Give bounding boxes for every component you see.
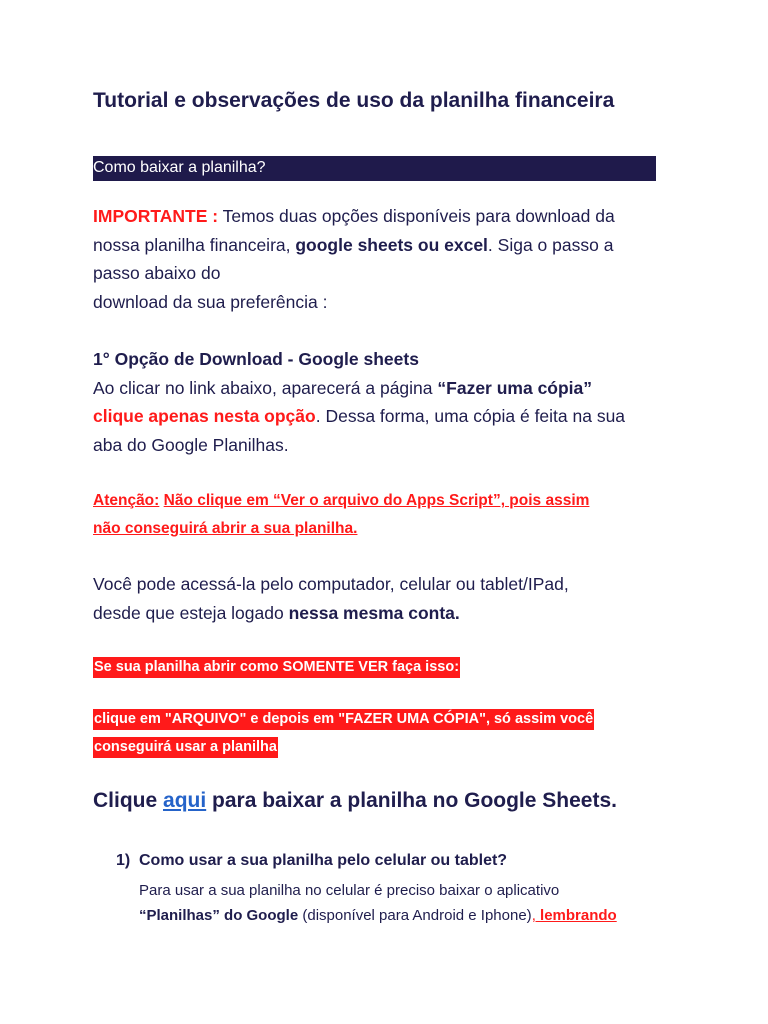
list-text-3: ,	[531, 907, 541, 924]
readonly-note	[93, 658, 460, 676]
access-paragraph	[93, 570, 569, 627]
section-heading: Como baixar a planilha?	[93, 159, 266, 176]
intro-text-5: download da sua preferência :	[93, 291, 328, 312]
intro-paragraph	[93, 202, 615, 316]
access-text-1: Você pode acessá-la pelo computador, celular ou tablet/IPad,	[93, 574, 569, 594]
download-cta	[93, 789, 617, 813]
list-text-1: Para usar a sua planilha no celular é preciso baixar o aplicativo	[139, 882, 560, 899]
intro-text-4: passo abaixo do	[93, 263, 221, 283]
attention-paragraph	[93, 487, 589, 543]
list-item-body	[139, 878, 617, 928]
attention-label: Atenção:	[93, 492, 160, 509]
option1-text-2: . Dessa forma, uma cópia é feita na sua	[315, 406, 626, 426]
option1-text-1: Ao clicar no link abaixo, aparecerá a página	[93, 377, 438, 398]
page-title: Tutorial e observações de uso da planilha financeira	[93, 89, 615, 112]
list-red-reminder: lembrando	[540, 907, 617, 924]
attention-text-1: Não clique em “Ver o arquivo do Apps Script”, pois assim	[163, 492, 590, 509]
attention-text-2: não conseguirá abrir a sua planilha.	[93, 520, 358, 537]
option1-heading: 1° Opção de Download - Google sheets	[93, 349, 419, 369]
copy-note	[93, 705, 594, 761]
important-label: IMPORTANTE :	[93, 206, 219, 226]
access-bold-account: nessa mesma conta.	[288, 602, 460, 623]
option1-bold-page: “Fazer uma cópia”	[437, 377, 593, 398]
option1-text-3: aba do Google Planilhas.	[93, 434, 289, 455]
intro-text-2: nossa planilha financeira,	[93, 234, 296, 255]
list-item-heading: Como usar a sua planilha pelo celular ou tablet?	[139, 852, 508, 869]
list-text-2: (disponível para Android e Iphone)	[298, 907, 532, 924]
intro-bold-options: google sheets ou excel	[295, 234, 488, 255]
list-item-number: 1)	[116, 852, 131, 869]
option1-red-click: clique apenas nesta opção	[93, 406, 316, 426]
access-text-2: desde que esteja logado	[93, 602, 289, 623]
cta-prefix: Clique	[93, 789, 164, 812]
intro-text-1: Temos duas opções disponíveis para download da	[218, 206, 615, 226]
copy-note-line-2: conseguirá usar a planilha	[93, 737, 278, 758]
section-heading-bar	[93, 156, 656, 181]
option1-paragraph	[93, 345, 625, 459]
copy-note-line-1: clique em "ARQUIVO" e depois em "FAZER UMA CÓPIA", só assim você	[93, 709, 594, 730]
google-sheets-download-link[interactable]: aqui	[163, 789, 207, 812]
readonly-note-text: Se sua planilha abrir como SOMENTE VER faça isso:	[93, 657, 460, 678]
cta-suffix: para baixar a planilha no Google Sheets.	[206, 789, 617, 812]
intro-text-3: . Siga o passo a	[487, 234, 614, 255]
list-bold-app: “Planilhas” do Google	[139, 907, 299, 924]
